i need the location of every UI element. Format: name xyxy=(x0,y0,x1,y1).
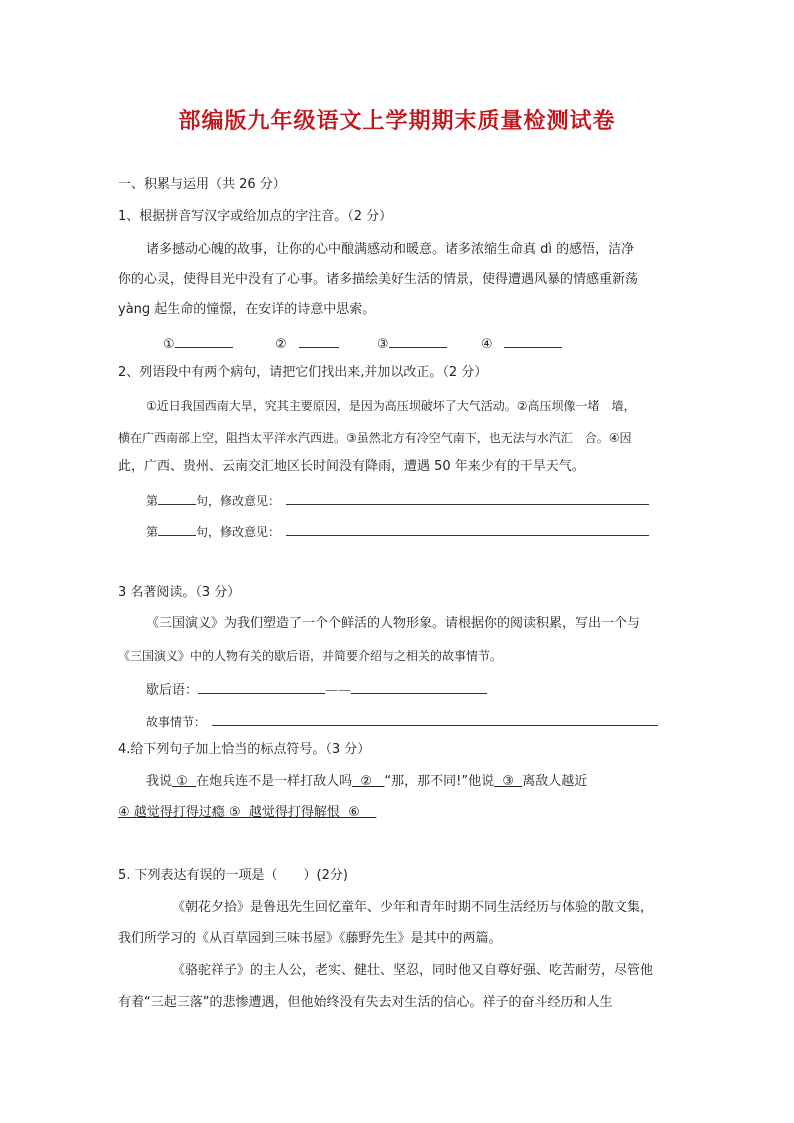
q3-plot-row xyxy=(146,711,658,731)
q1-para-line-2: 你的心灵，使得目光中没有了心事。诸多描绘美好生活的情景，使得遭遇风暴的情感重新荡 xyxy=(118,272,639,287)
q2-row-label-suffix: 句，修改意见： xyxy=(196,494,281,508)
q1-marker-2: ② xyxy=(274,337,287,352)
q2-para-line-1: ①近日我国西南大旱，究其主要原因，是因为高压坝破坏了大气活动。②高压坝像一堵 墙， xyxy=(146,399,636,413)
q1-para-line-1: 诸多撼动心魄的故事，让你的心中酿满感动和暖意。诸多浓缩生命真 dì 的感悟，洁净 xyxy=(146,242,635,257)
q4-text-1: 我说 xyxy=(146,774,173,789)
q4-text-5: 越觉得打得过瘾 xyxy=(133,805,225,820)
q3-heading: 3 名著阅读。（3 分） xyxy=(118,585,241,600)
q3-para-line-2: 《三国演义》中的人物有关的歇后语，并简要介绍与之相关的故事情节。 xyxy=(118,649,503,663)
q1-answer-blank-1[interactable] xyxy=(175,333,233,348)
q3-xiehouyu-row xyxy=(146,679,487,700)
q1-answer-blank-4[interactable] xyxy=(504,333,562,348)
q2-para-line-2: 横在广西南部上空，阻挡太平洋水汽西进。③虽然北方有冷空气南下，也无法与水汽汇 合。④因 xyxy=(118,431,632,445)
q3-xiehouyu-blank-2[interactable] xyxy=(351,679,487,694)
q4-blank-6[interactable]: ⑥ xyxy=(339,805,377,820)
q4-text-3: “那，那不同!”他说 xyxy=(384,774,495,789)
q2-sentence-blank-2[interactable] xyxy=(158,521,196,536)
q4-blank-4[interactable]: ④ xyxy=(118,805,134,820)
q5-para-line-2: 我们所学习的《从百草园到三味书屋》《藤野先生》是其中的两篇。 xyxy=(118,931,502,946)
q4-text-4: 离敌人越近 xyxy=(522,774,588,789)
q2-row-label-prefix: 第 xyxy=(146,525,159,539)
q4-blank-2[interactable]: ② xyxy=(352,774,385,789)
q1-heading: 1、根据拼音写汉字或给加点的字注音。（2 分） xyxy=(118,209,393,224)
q1-marker-4: ④ xyxy=(480,337,493,352)
q2-para-line-3: 此，广西、贵州、云南交汇地区长时间没有降雨，遭遇 50 年来少有的干旱天气。 xyxy=(118,459,585,474)
q3-dash: —— xyxy=(325,683,352,698)
q1-marker-1: ① xyxy=(163,337,175,352)
q4-blank-1[interactable]: ① xyxy=(172,774,197,789)
q2-answer-row-2 xyxy=(146,521,649,541)
q1-answer-row xyxy=(163,333,562,354)
q1-answer-blank-2[interactable] xyxy=(299,333,339,348)
q2-row-label-prefix: 第 xyxy=(146,494,159,508)
q5-para-line-4: 有着“三起三落”的悲惨遭遇，但他始终没有失去对生活的信心。祥子的奋斗经历和人生 xyxy=(118,995,613,1010)
q2-sentence-blank-1[interactable] xyxy=(158,490,196,505)
q2-row-label-suffix: 句，修改意见： xyxy=(196,525,281,539)
q4-text-6: 越觉得打得解恨 xyxy=(248,805,340,820)
q2-answer-row-1 xyxy=(146,490,649,510)
q5-para-line-3: 《骆驼祥子》的主人公，老实、健壮、坚忍，同时他又自尊好强、吃苦耐劳，尽管他 xyxy=(172,963,654,978)
q1-answer-blank-3[interactable] xyxy=(389,333,447,348)
q3-xiehouyu-blank-1[interactable] xyxy=(198,679,325,694)
q4-heading: 4.给下列句子加上恰当的标点符号。（3 分） xyxy=(118,742,371,757)
q4-sentence-line-2 xyxy=(118,804,376,822)
q2-revision-blank-1[interactable] xyxy=(286,490,649,505)
q1-para-line-3: yànɡ 起生命的憧憬，在安详的诗意中思索。 xyxy=(118,302,376,317)
page-title: 部编版九年级语文上学期期末质量检测试卷 xyxy=(178,108,616,134)
q4-blank-3[interactable]: ③ xyxy=(494,774,523,789)
q2-revision-blank-2[interactable] xyxy=(286,521,649,536)
q5-para-line-1: 《朝花夕拾》是鲁迅先生回忆童年、少年和青年时期不同生活经历与体验的散文集， xyxy=(172,900,654,915)
q2-heading: 2、列语段中有两个病句，请把它们找出来,并加以改正。（2 分） xyxy=(118,365,488,380)
section-heading: 一、积累与运用（共 26 分） xyxy=(118,177,286,192)
q4-blank-5[interactable]: ⑤ xyxy=(224,805,249,820)
q5-heading: 5. 下列表达有误的一项是（ ）(2分) xyxy=(118,868,348,883)
q3-xiehouyu-label: 歇后语： xyxy=(146,683,199,698)
q3-plot-label: 故事情节： xyxy=(146,715,207,729)
q3-para-line-1: 《三国演义》为我们塑造了一个个鲜活的人物形象。请根据你的阅读积累，写出一个与 xyxy=(146,616,641,631)
q1-marker-3: ③ xyxy=(376,337,389,352)
q3-plot-blank[interactable] xyxy=(212,711,658,726)
q4-sentence-line-1 xyxy=(146,773,587,791)
q4-text-2: 在炮兵连不是一样打敌人吗 xyxy=(196,774,353,789)
